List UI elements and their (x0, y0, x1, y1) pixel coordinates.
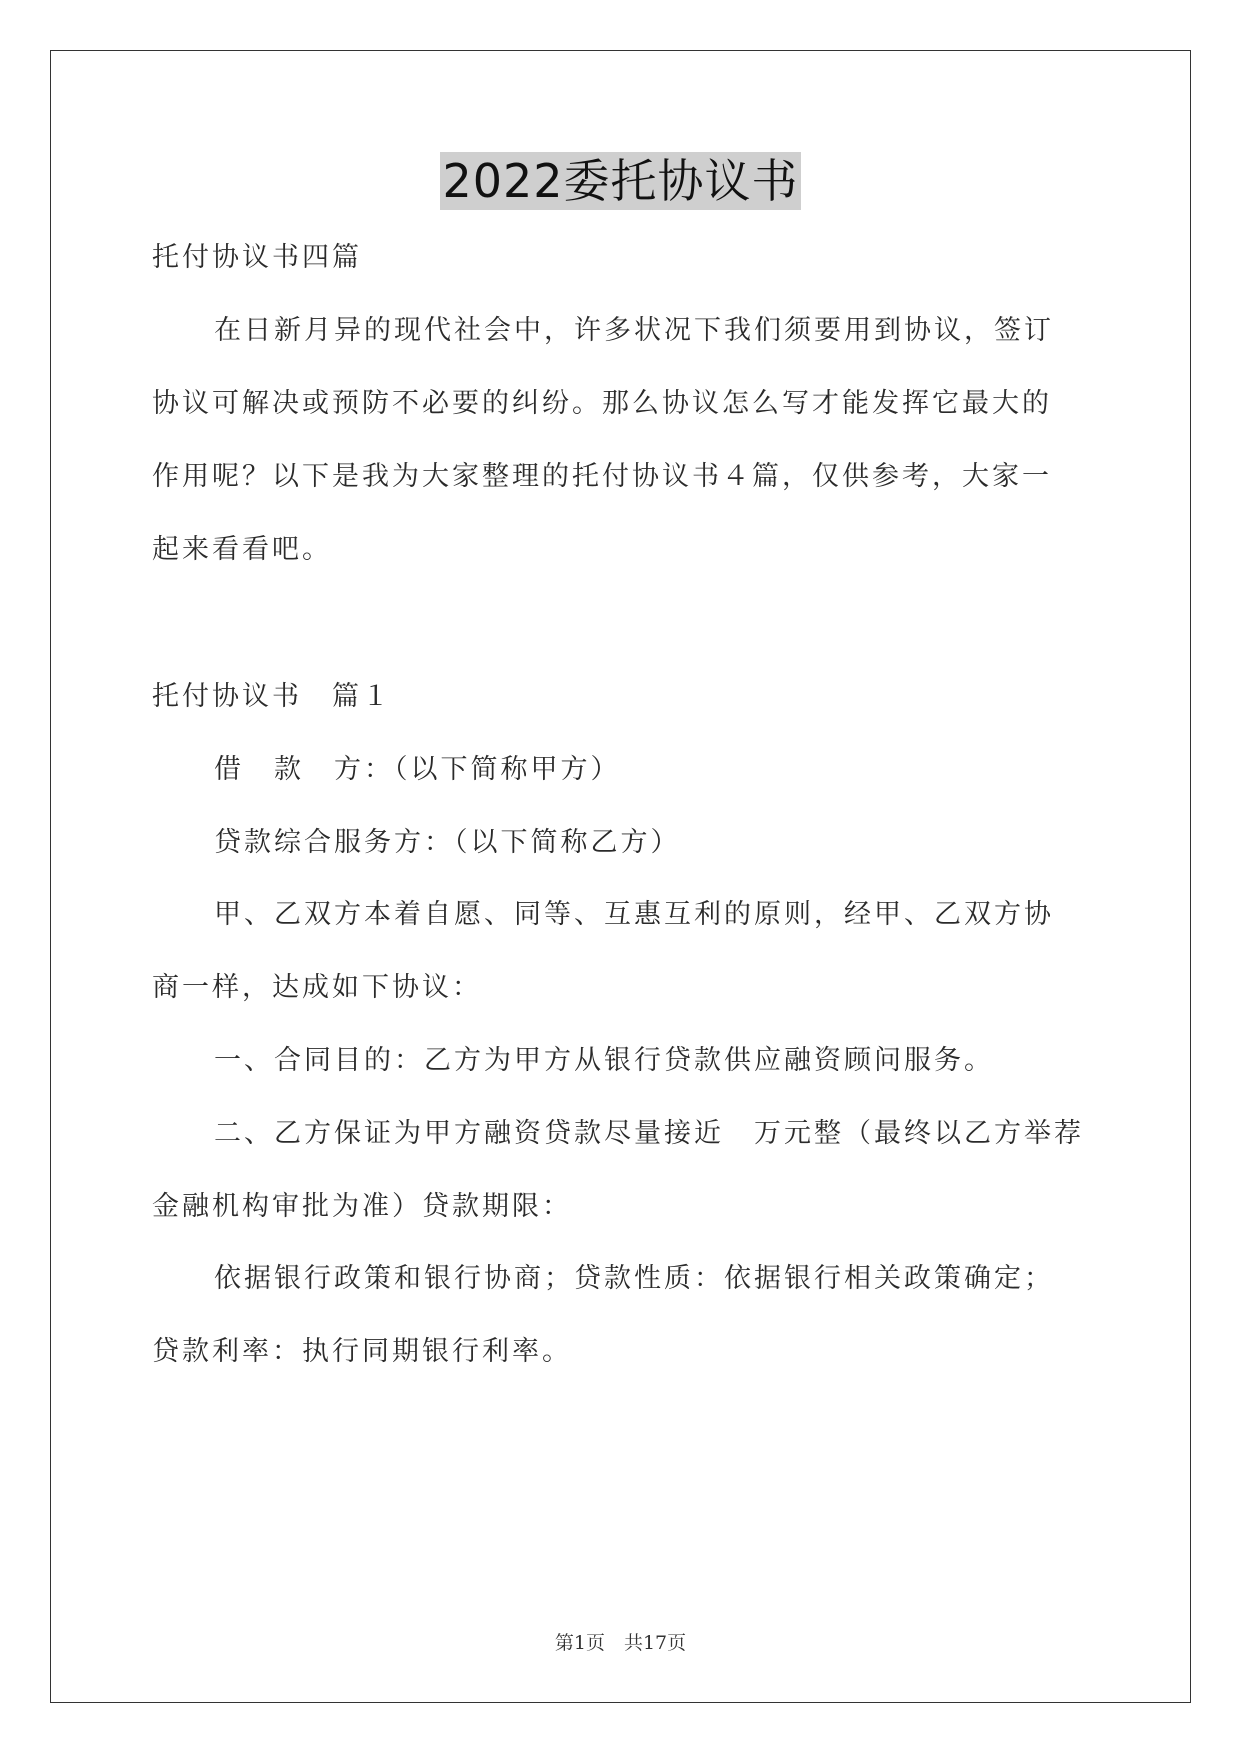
body-line-1: 借 款 方：（以下简称甲方） (214, 754, 621, 785)
page-frame (50, 50, 1191, 1703)
title-container (0, 152, 1241, 210)
intro-line-1: 在日新月异的现代社会中，许多状况下我们须要用到协议，签订 (214, 315, 1054, 346)
document-subtitle: 托付协议书四篇 (152, 242, 362, 273)
body-line-9: 贷款利率：执行同期银行利率。 (152, 1336, 572, 1367)
intro-line-4: 起来看看吧。 (152, 534, 332, 565)
intro-line-3: 作用呢？以下是我为大家整理的托付协议书４篇，仅供参考，大家一 (152, 461, 1052, 492)
section-heading: 托付协议书 篇１ (152, 681, 392, 712)
body-line-7: 金融机构审批为准）贷款期限： (152, 1191, 572, 1222)
intro-line-2: 协议可解决或预防不必要的纠纷。那么协议怎么写才能发挥它最大的 (152, 388, 1052, 419)
body-line-4: 商一样，达成如下协议： (152, 972, 482, 1003)
document-title: 2022委托协议书 (442, 154, 799, 208)
body-line-6: 二、乙方保证为甲方融资贷款尽量接近 万元整（最终以乙方举荐 (214, 1118, 1084, 1149)
body-line-2: 贷款综合服务方：（以下简称乙方） (214, 827, 681, 858)
body-line-5: 一、合同目的：乙方为甲方从银行贷款供应融资顾问服务。 (214, 1045, 994, 1076)
body-line-3: 甲、乙双方本着自愿、同等、互惠互利的原则，经甲、乙双方协 (214, 899, 1054, 930)
page-footer: 第1页 共17页 (554, 1632, 687, 1654)
body-line-8: 依据银行政策和银行协商；贷款性质：依据银行相关政策确定； (214, 1263, 1054, 1294)
